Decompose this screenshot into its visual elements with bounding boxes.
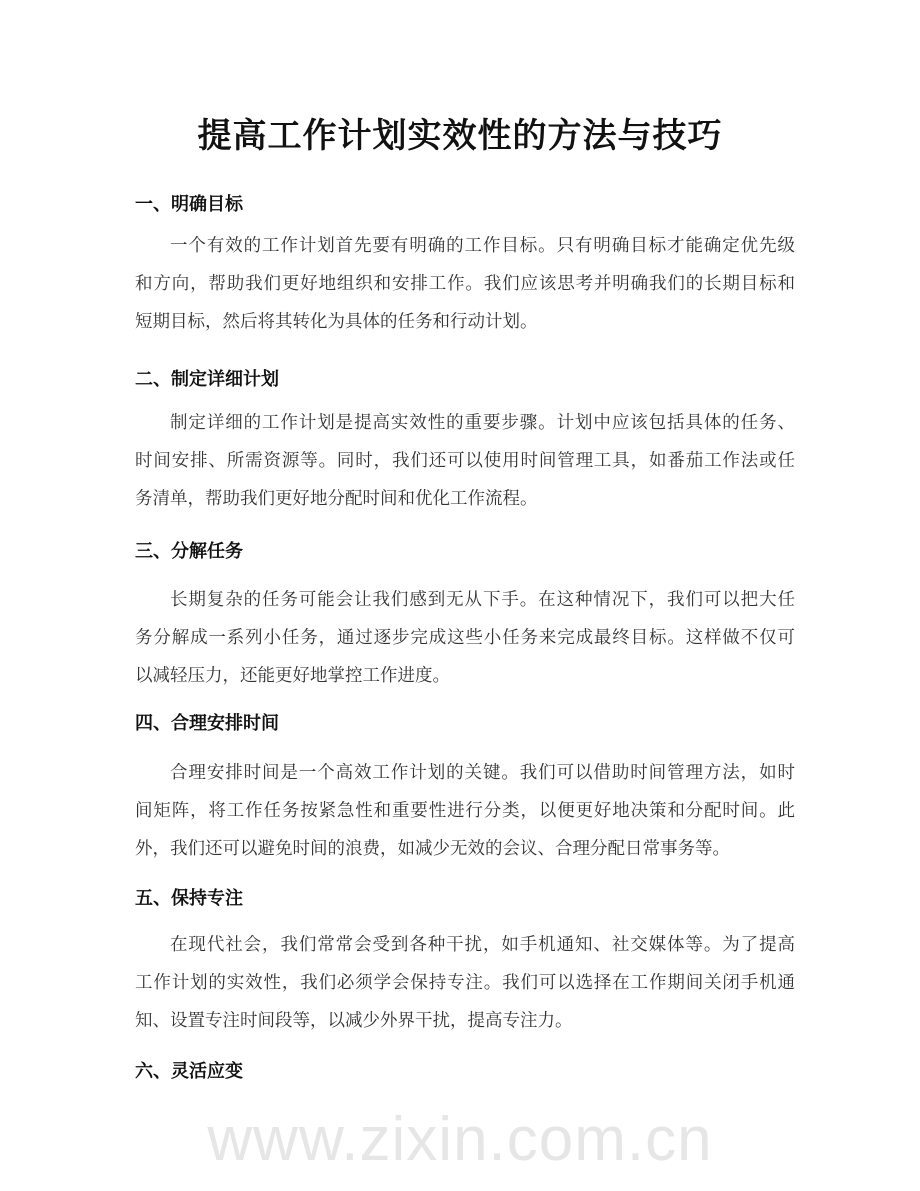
section-heading: 一、明确目标 — [135, 194, 243, 215]
paragraph-line: 制定详细的工作计划是提高实效性的重要步骤。计划中应该包括具体的任务、 — [170, 413, 795, 433]
paragraph-line: 务清单，帮助我们更好地分配时间和优化工作流程。 — [135, 489, 538, 509]
section-heading: 二、制定详细计划 — [135, 369, 279, 390]
section-heading: 四、合理安排时间 — [135, 713, 279, 734]
section-heading: 五、保持专注 — [135, 888, 243, 909]
paragraph-line: 长期复杂的任务可能会让我们感到无从下手。在这种情况下，我们可以把大任 — [170, 590, 795, 610]
paragraph-line: 间矩阵，将工作任务按紧急性和重要性进行分类，以便更好地决策和分配时间。此 — [135, 801, 795, 821]
section-heading: 三、分解任务 — [135, 541, 243, 562]
section-heading: 六、灵活应变 — [135, 1061, 243, 1082]
paragraph-line: 短期目标，然后将其转化为具体的任务和行动计划。 — [135, 312, 538, 332]
paragraph-line: 一个有效的工作计划首先要有明确的工作目标。只有明确目标才能确定优先级 — [170, 236, 795, 256]
paragraph-line: 在现代社会，我们常常会受到各种干扰，如手机通知、社交媒体等。为了提高 — [170, 935, 795, 955]
paragraph-line: 务分解成一系列小任务，通过逐步完成这些小任务来完成最终目标。这样做不仅可 — [135, 628, 795, 648]
paragraph-line: 时间安排、所需资源等。同时，我们还可以使用时间管理工具，如番茄工作法或任 — [135, 451, 795, 471]
paragraph-line: 和方向，帮助我们更好地组织和安排工作。我们应该思考并明确我们的长期目标和 — [135, 274, 795, 294]
paragraph-line: 外，我们还可以避免时间的浪费，如减少无效的会议、合理分配日常事务等。 — [135, 839, 730, 859]
paragraph-line: 以减轻压力，还能更好地掌控工作进度。 — [135, 666, 450, 686]
paragraph-line: 工作计划的实效性，我们必须学会保持专注。我们可以选择在工作期间关闭手机通 — [135, 973, 795, 993]
paragraph-line: 知、设置专注时间段等，以减少外界干扰，提高专注力。 — [135, 1011, 573, 1031]
document-title: 提高工作计划实效性的方法与技巧 — [197, 116, 723, 156]
paragraph-line: 合理安排时间是一个高效工作计划的关键。我们可以借助时间管理方法，如时 — [170, 763, 795, 783]
watermark: www.zixin.com.cn — [207, 1105, 713, 1174]
